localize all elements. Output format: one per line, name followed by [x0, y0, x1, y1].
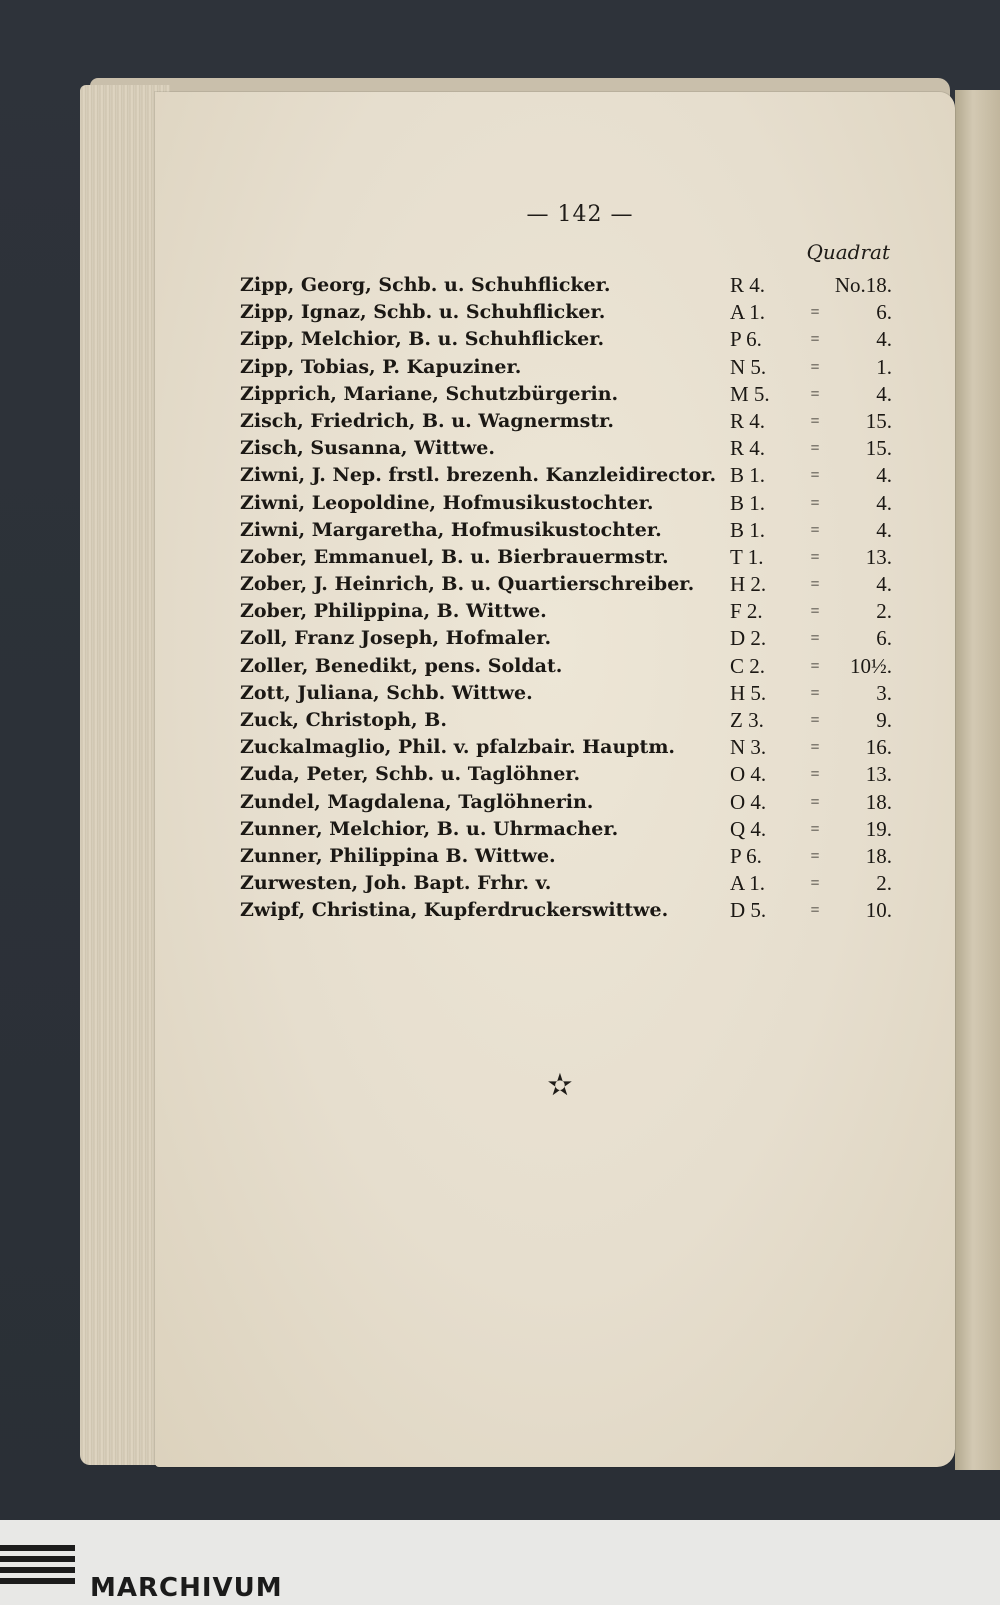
- entry-ditto-mark: =: [810, 684, 820, 702]
- entry-ditto-mark: =: [810, 440, 820, 458]
- entry-name: Ziwni, Margaretha, Hofmusikustochter.: [240, 518, 662, 541]
- entry-quadrat: A 1.: [730, 300, 766, 325]
- list-item: [240, 625, 900, 652]
- entry-name: Zurwesten, Joh. Bapt. Frhr. v.: [240, 872, 552, 895]
- entry-number: 18.: [865, 789, 892, 814]
- entry-name: Zunner, Melchior, B. u. Uhrmacher.: [240, 817, 619, 840]
- entry-name: Zundel, Magdalena, Taglöhnerin.: [240, 790, 594, 813]
- entry-quadrat: R 4.: [730, 436, 766, 461]
- entry-number: 4.: [876, 517, 892, 542]
- list-item: [240, 435, 900, 462]
- entry-ditto-mark: =: [810, 630, 820, 648]
- entry-name: Zipprich, Mariane, Schutzbürgerin.: [240, 382, 619, 405]
- entry-ditto-mark: =: [810, 576, 820, 594]
- entry-ditto-mark: =: [810, 548, 820, 566]
- list-item: [240, 299, 900, 326]
- entry-ditto-mark: =: [810, 521, 820, 539]
- entry-ditto-mark: =: [810, 766, 820, 784]
- entry-number: 6.: [876, 300, 892, 325]
- entry-number: 4.: [876, 381, 892, 406]
- entry-ditto-mark: =: [810, 739, 820, 757]
- entry-quadrat: R 4.: [730, 273, 766, 297]
- list-item: [240, 544, 900, 571]
- entry-number: 18.: [865, 843, 892, 868]
- entry-name: Zober, J. Heinrich, B. u. Quartierschreiber.: [240, 573, 695, 596]
- entry-ditto-mark: =: [810, 467, 820, 485]
- entry-quadrat: Z 3.: [730, 708, 764, 732]
- entry-name: Zober, Philippina, B. Wittwe.: [240, 600, 547, 623]
- entry-quadrat: N 3.: [730, 735, 767, 760]
- list-item: [240, 707, 900, 734]
- entry-ditto-mark: =: [810, 385, 820, 403]
- entry-name: Ziwni, Leopoldine, Hofmusikustochter.: [240, 491, 654, 514]
- list-item: [240, 354, 900, 381]
- list-item: [240, 517, 900, 544]
- entry-quadrat: D 2.: [730, 626, 767, 651]
- entry-number: 3.: [876, 680, 892, 705]
- entry-ditto-mark: =: [810, 603, 820, 621]
- entry-name: Zipp, Ignaz, Schb. u. Schuhflicker.: [240, 301, 606, 324]
- entry-name: Zunner, Philippina B. Wittwe.: [240, 844, 556, 867]
- star-ornament-icon: ✫: [547, 1068, 573, 1103]
- list-item: [240, 734, 900, 761]
- entry-name: Zisch, Susanna, Wittwe.: [240, 437, 495, 460]
- entry-name: Zwipf, Christina, Kupferdruckerswittwe.: [240, 899, 669, 922]
- list-item: [240, 490, 900, 517]
- entry-quadrat: H 2.: [730, 572, 767, 597]
- entry-quadrat: N 5.: [730, 354, 767, 379]
- entry-name: Zoll, Franz Joseph, Hofmaler.: [240, 627, 552, 650]
- entry-quadrat: P 6.: [730, 843, 762, 868]
- entry-quadrat: Q 4.: [730, 816, 767, 841]
- list-item: [240, 381, 900, 408]
- entry-ditto-mark: =: [810, 304, 820, 322]
- entry-name: Ziwni, J. Nep. frstl. brezenh. Kanzleidirector.: [240, 464, 717, 487]
- entry-name: Zoller, Benedikt, pens. Soldat.: [240, 654, 563, 677]
- entry-ditto-mark: =: [810, 358, 820, 376]
- list-item: [240, 326, 900, 353]
- entry-name: Zuck, Christoph, B.: [240, 709, 447, 731]
- list-item: [240, 408, 900, 435]
- entry-number: 10.: [865, 898, 892, 923]
- entry-ditto-mark: =: [810, 412, 820, 430]
- entry-number: 15.: [865, 436, 892, 461]
- list-item: [240, 680, 900, 707]
- entry-number: 9.: [876, 708, 892, 732]
- list-item: [240, 653, 900, 680]
- entry-number: No.18.: [834, 273, 892, 297]
- entry-name: Zober, Emmanuel, B. u. Bierbrauermstr.: [240, 545, 669, 568]
- entry-ditto-mark: =: [810, 875, 820, 893]
- entry-name: Zuckalmaglio, Phil. v. pfalzbair. Hauptm.: [240, 736, 676, 759]
- entry-number: 4.: [876, 572, 892, 597]
- entry-quadrat: F 2.: [730, 599, 763, 624]
- entry-ditto-mark: =: [810, 494, 820, 512]
- entry-quadrat: M 5.: [730, 381, 770, 406]
- entry-number: 19.: [865, 816, 892, 841]
- entry-number: 1.: [876, 354, 892, 379]
- list-item: [240, 598, 900, 625]
- quadrat-column-label: Quadrat: [806, 240, 890, 264]
- list-item: [240, 897, 900, 924]
- entry-number: 2.: [876, 599, 892, 624]
- page-number-header: — 142 —: [526, 202, 634, 227]
- entry-name: Zuda, Peter, Schb. u. Taglöhner.: [240, 763, 581, 786]
- entry-ditto-mark: =: [810, 657, 820, 675]
- entry-name: Zipp, Georg, Schb. u. Schuhflicker.: [240, 274, 611, 296]
- entry-name: Zipp, Melchior, B. u. Schuhflicker.: [240, 328, 605, 351]
- entry-number: 15.: [865, 408, 892, 433]
- list-item: [240, 571, 900, 598]
- entry-quadrat: H 5.: [730, 680, 767, 705]
- entry-quadrat: C 2.: [730, 653, 766, 678]
- list-item: [240, 870, 900, 897]
- entry-ditto-mark: =: [810, 820, 820, 838]
- list-item: [240, 843, 900, 870]
- entry-ditto-mark: =: [810, 902, 820, 920]
- entry-number: 4.: [876, 327, 892, 352]
- entry-quadrat: B 1.: [730, 463, 766, 488]
- entry-ditto-mark: =: [810, 712, 820, 729]
- entry-name: Zipp, Tobias, P. Kapuziner.: [240, 355, 522, 378]
- list-item: [240, 272, 900, 299]
- entry-number: 6.: [876, 626, 892, 651]
- entry-number: 2.: [876, 871, 892, 896]
- entry-ditto-mark: =: [810, 331, 820, 349]
- entry-ditto-mark: =: [810, 847, 820, 865]
- entry-number: 4.: [876, 490, 892, 515]
- entry-quadrat: D 5.: [730, 898, 767, 923]
- entry-number: 13.: [865, 544, 892, 569]
- entry-quadrat: B 1.: [730, 517, 766, 542]
- facing-page-edge: [955, 90, 1000, 1470]
- entry-quadrat: P 6.: [730, 327, 762, 352]
- entry-number: 4.: [876, 463, 892, 488]
- list-item: [240, 761, 900, 788]
- entry-quadrat: O 4.: [730, 789, 767, 814]
- entry-quadrat: A 1.: [730, 871, 766, 896]
- marchivum-logo-text: MARCHIVUM: [90, 1573, 283, 1603]
- entry-name: Zisch, Friedrich, B. u. Wagnermstr.: [240, 409, 614, 432]
- list-item: [240, 816, 900, 843]
- address-entries-list: [240, 272, 900, 925]
- entry-quadrat: T 1.: [730, 544, 764, 569]
- entry-number: 16.: [865, 735, 892, 760]
- entry-number: 10½.: [850, 653, 892, 678]
- entry-ditto-mark: =: [810, 793, 820, 811]
- list-item: [240, 462, 900, 489]
- marchivum-logo-icon: [0, 1545, 75, 1605]
- list-item: [240, 789, 900, 816]
- entry-quadrat: R 4.: [730, 408, 766, 433]
- entry-number: 13.: [865, 762, 892, 787]
- entry-quadrat: B 1.: [730, 490, 766, 515]
- entry-quadrat: O 4.: [730, 762, 767, 787]
- entry-name: Zott, Juliana, Schb. Wittwe.: [240, 681, 533, 704]
